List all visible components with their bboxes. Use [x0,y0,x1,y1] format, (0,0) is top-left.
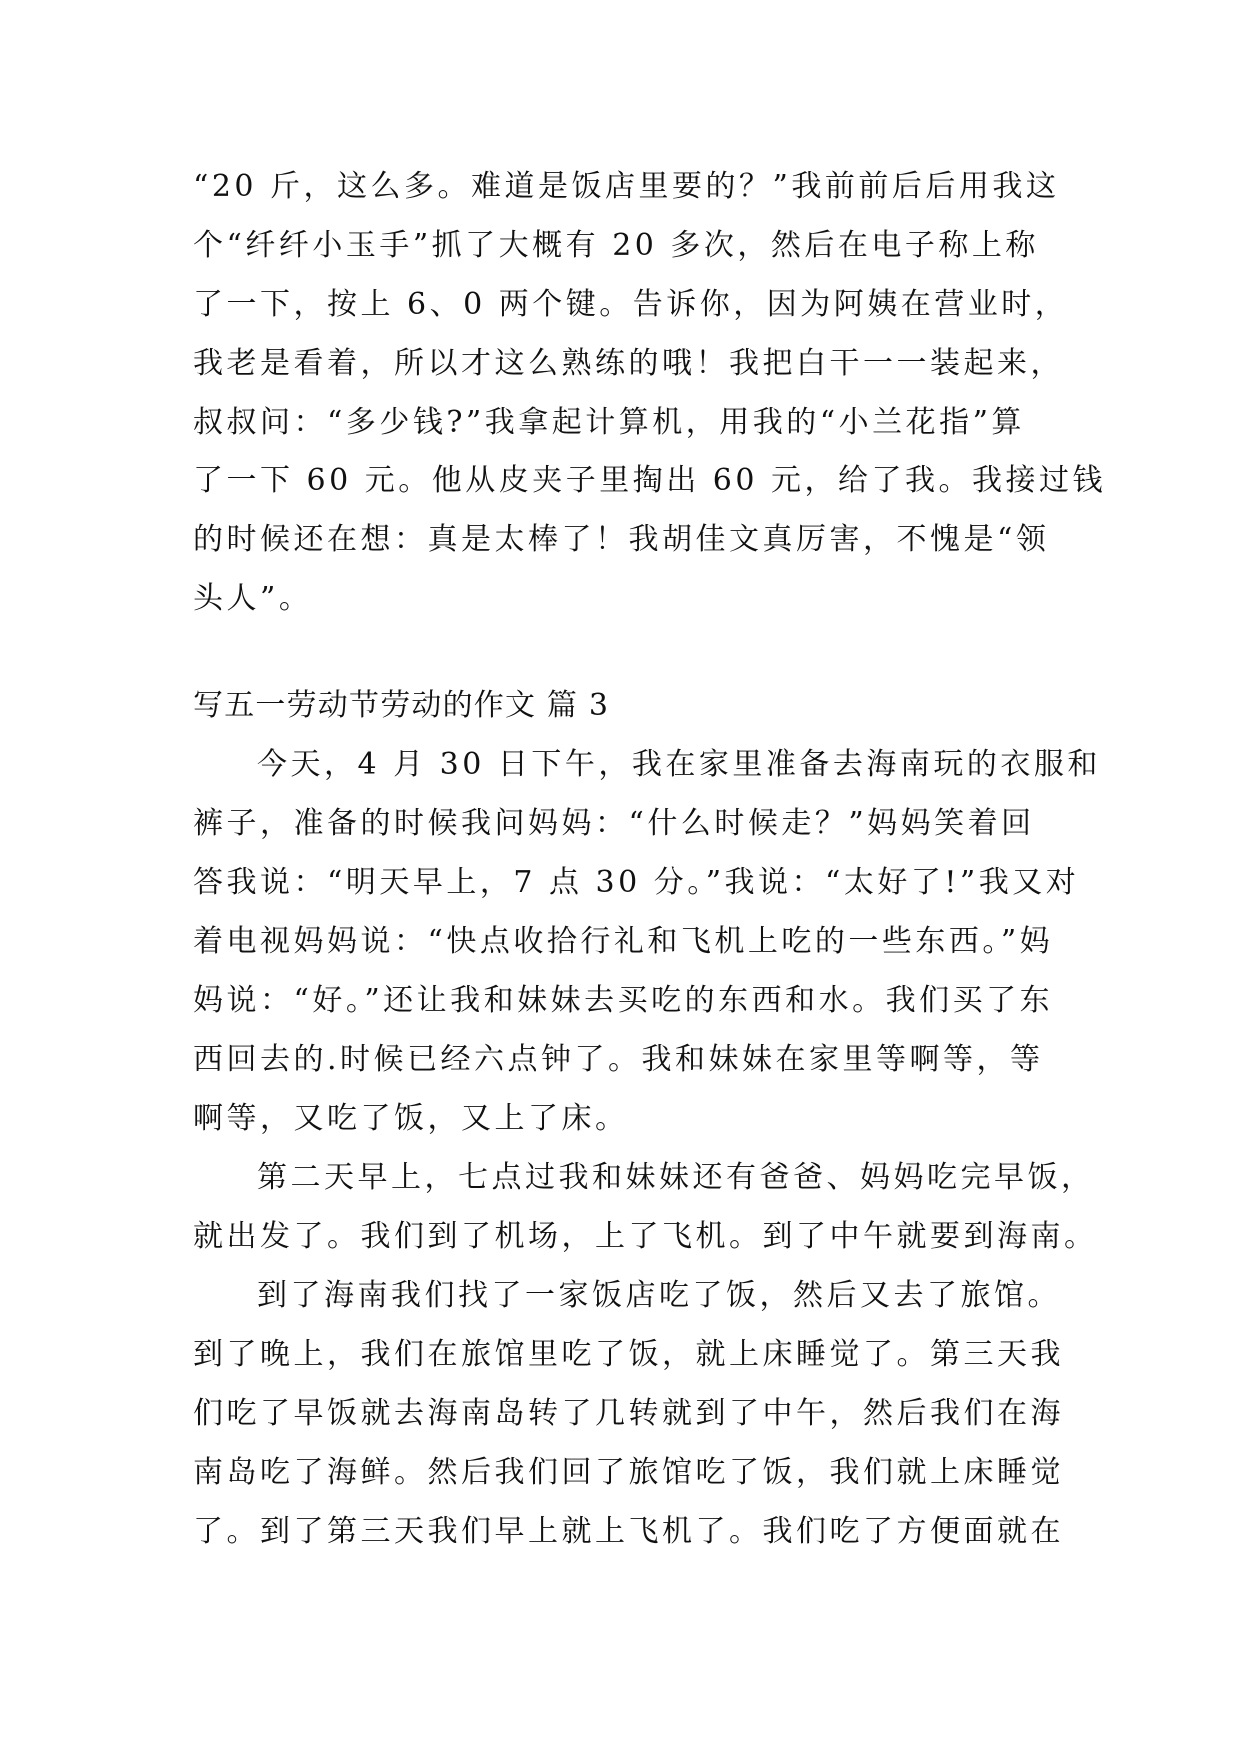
text-line: 到了晚上，我们在旅馆里吃了饭，就上床睡觉了。第三天我 [193,1337,1064,1372]
paragraph-first-line: 第二天早上，七点过我和妹妹还有爸爸、妈妈吃完早饭， [257,1160,1095,1195]
text-line: 叔叔问：“多少钱?”我拿起计算机，用我的“小兰花指”算 [193,405,1025,440]
paragraph-first-line: 今天，4 月 30 日下午，我在家里准备去海南玩的衣服和 [257,747,1101,782]
text-line: 着电视妈妈说：“快点收拾行礼和飞机上吃的一些东西。”妈 [193,924,1054,959]
text-line: 啊等，又吃了饭，又上了床。 [193,1101,629,1136]
text-line: 就出发了。我们到了机场，上了飞机。到了中午就要到海南。 [193,1219,1098,1254]
text-line: 们吃了早饭就去海南岛转了几转就到了中午，然后我们在海 [193,1396,1064,1431]
text-line: 答我说：“明天早上，7 点 30 分。”我说：“太好了!”我又对 [193,865,1080,900]
section-heading: 写五一劳动节劳动的作文 篇 3 [193,688,610,723]
text-line: 头人”。 [193,581,313,616]
text-line: 我老是看着，所以才这么熟练的哦！我把白干一一装起来， [193,346,1064,381]
text-line: “20 斤，这么多。难道是饭店里要的？”我前前后后用我这 [193,169,1060,204]
text-line: 妈说：“好。”还让我和妹妹去买吃的东西和水。我们买了东 [193,983,1054,1018]
text-line: 了一下，按上 6、0 两个键。告诉你，因为阿姨在营业时， [193,287,1069,322]
text-line: 了一下 60 元。他从皮夹子里掏出 60 元，给了我。我接过钱 [193,463,1106,498]
text-line: 裤子，准备的时候我问妈妈：“什么时候走？”妈妈笑着回 [193,806,1035,841]
paragraph-first-line: 到了海南我们找了一家饭店吃了饭，然后又去了旅馆。 [257,1278,1061,1313]
text-line: 了。到了第三天我们早上就上飞机了。我们吃了方便面就在 [193,1514,1064,1549]
text-line: 西回去的.时候已经六点钟了。我和妹妹在家里等啊等，等 [193,1042,1044,1077]
text-line: 的时候还在想：真是太棒了！我胡佳文真厉害，不愧是“领 [193,522,1050,557]
text-line: 个“纤纤小玉手”抓了大概有 20 多次，然后在电子称上称 [193,228,1039,263]
text-line: 南岛吃了海鲜。然后我们回了旅馆吃了饭，我们就上床睡觉 [193,1455,1064,1490]
